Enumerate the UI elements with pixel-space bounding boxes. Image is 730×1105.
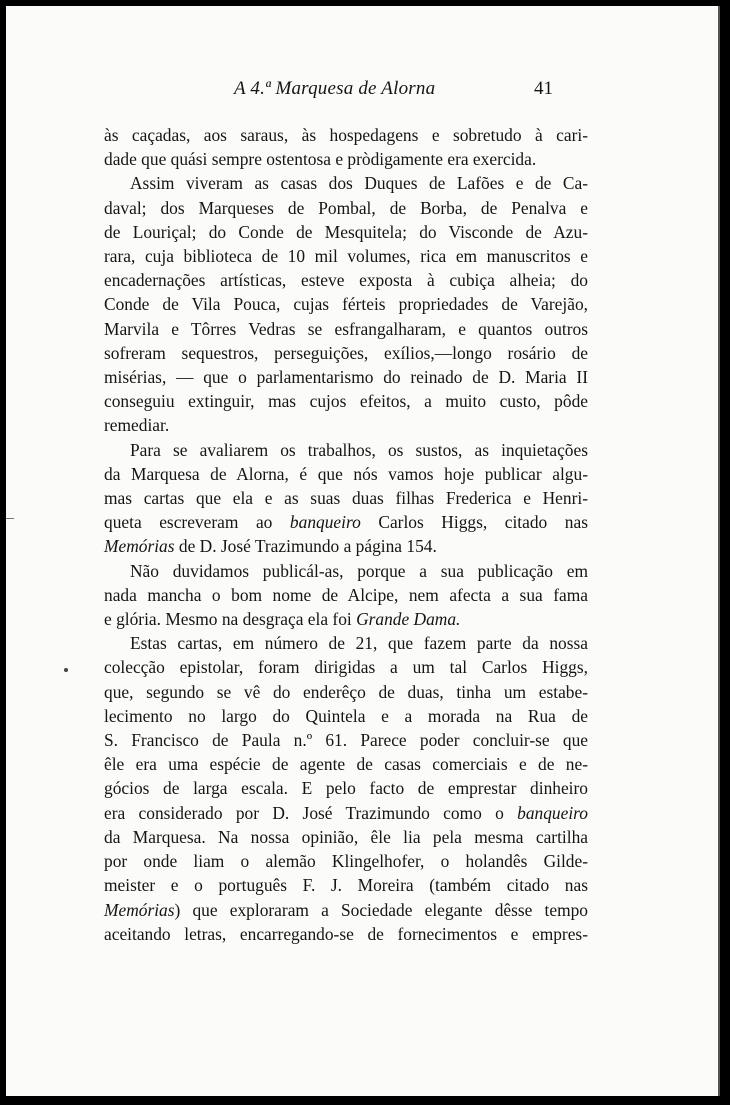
text-line: Marvila e Tôrres Vedras se esfrangalharam, e quantos outros	[104, 318, 588, 339]
body-text	[104, 123, 588, 946]
text-line: era considerado por D. José Trazimundo como o banqueiro	[104, 802, 588, 823]
text-line: nada mancha o bom nome de Alcipe, nem afecta a sua fama	[104, 584, 588, 605]
text-line: meister e o português F. J. Moreira (também citado nas	[104, 875, 588, 896]
text-line: sofreram sequestros, perseguições, exílios,—longo rosário de	[104, 342, 588, 363]
text-line: misérias, — que o parlamentarismo do reinado de D. Maria II	[104, 367, 588, 388]
text-line: da Marquesa de Alorna, é que nós vamos hoje publicar algu-	[104, 463, 588, 484]
text-line: S. Francisco de Paula n.º 61. Parece poder concluir-se que	[104, 730, 588, 751]
italic-word: Memórias	[104, 536, 175, 557]
italic-word: Memórias	[104, 899, 175, 920]
text-line: êle era uma espécie de agente de casas comerciais e de ne-	[104, 754, 588, 775]
page-header	[6, 78, 718, 106]
text-line: daval; dos Marqueses de Pombal, de Borba, de Penalva e	[104, 197, 588, 218]
italic-word: banqueiro	[289, 512, 361, 533]
italic-word: Grande Dama.	[356, 609, 461, 630]
text-line: que, segundo se vê do enderêço de duas, tinha um estabe-	[104, 681, 588, 702]
text-line: de Louriçal; do Conde de Mesquitela; do Visconde de Azu-	[104, 221, 588, 242]
text-line: Memórias de D. José Trazimundo a página 154.	[104, 536, 437, 557]
italic-word: banqueiro	[517, 802, 588, 823]
text-line: Para se avaliarem os trabalhos, os sustos, as inquietações	[130, 439, 588, 460]
text-line: Não duvidamos publicál-as, porque a sua publicação em	[130, 560, 588, 581]
margin-dot	[64, 668, 68, 672]
text-line: encadernações artísticas, esteve exposta à cubiça alheia; do	[104, 270, 588, 291]
text-line: mas cartas que ela e as suas duas filhas Frederica e Henri-	[104, 488, 588, 509]
margin-mark	[6, 518, 14, 519]
text-line: queta escreveram ao banqueiro Carlos Higgs, citado nas	[104, 512, 588, 533]
text-line: Memórias) que exploraram a Sociedade elegante dêsse tempo	[104, 899, 588, 920]
text-line: remediar.	[104, 415, 170, 436]
text-line: dade que quási sempre ostentosa e pròdigamente era exercida.	[104, 149, 537, 170]
text-line: e glória. Mesmo na desgraça ela foi Grande Dama.	[104, 609, 461, 630]
running-title: A 4.ª Marquesa de Alorna	[234, 78, 436, 99]
page-number: 41	[534, 78, 553, 99]
text-line: colecção epistolar, foram dirigidas a um tal Carlos Higgs,	[104, 657, 588, 678]
text-line: Conde de Vila Pouca, cujas férteis propriedades de Varejão,	[104, 294, 588, 315]
text-line: da Marquesa. Na nossa opinião, êle lia pela mesma cartilha	[104, 826, 588, 847]
text-line: gócios de larga escala. E pelo facto de emprestar dinheiro	[104, 778, 588, 799]
text-line: Assim viveram as casas dos Duques de Lafões e de Ca-	[130, 173, 588, 194]
book-page	[6, 6, 720, 1096]
text-line: conseguiu extinguir, mas cujos efeitos, a muito custo, pôde	[104, 391, 588, 412]
text-line: aceitando letras, encarregando-se de fornecimentos e empres-	[104, 923, 588, 944]
text-line: rara, cuja biblioteca de 10 mil volumes, rica em manuscritos e	[104, 246, 588, 267]
text-line: às caçadas, aos saraus, às hospedagens e sobretudo à cari-	[104, 125, 588, 145]
text-line: lecimento no largo do Quintela e a morada na Rua de	[104, 705, 588, 726]
text-line: Estas cartas, em número de 21, que fazem parte da nossa	[130, 633, 588, 654]
text-line: por onde liam o alemão Klingelhofer, o holandês Gilde-	[104, 851, 588, 872]
